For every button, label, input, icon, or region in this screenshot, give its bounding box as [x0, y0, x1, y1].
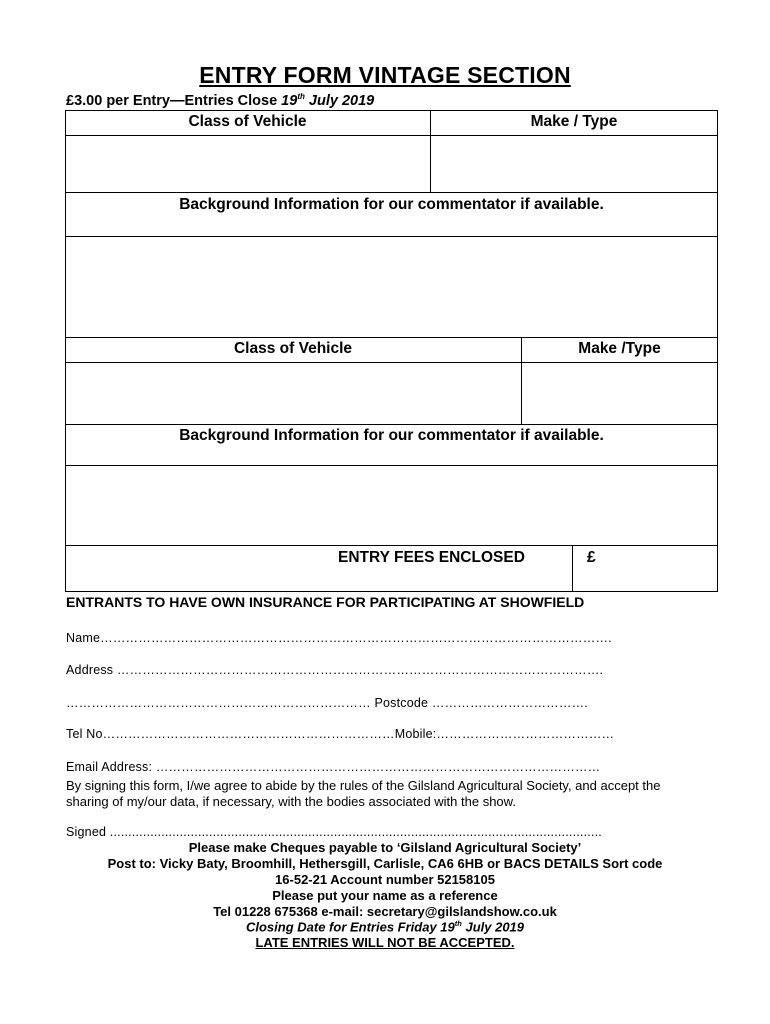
cheque-instructions: Please make Cheques payable to ‘Gilsland Agricultural Society’ — [188, 840, 582, 855]
entry-fees-label: ENTRY FEES ENCLOSED — [338, 549, 525, 566]
entry-1-background-divider — [65, 236, 718, 237]
closing-date-suffix: th — [454, 919, 462, 928]
entry-2-background-divider — [65, 465, 718, 466]
address-postcode-field[interactable]: ……………………………………………………………… Postcode ………………………………. — [66, 696, 588, 710]
entry-1-make-header: Make / Type — [530, 113, 618, 130]
closing-date — [0, 919, 770, 934]
entry-fees-amount-field[interactable] — [600, 547, 716, 590]
name-field[interactable]: Name…………………………………………………………………………………………………………. — [66, 631, 612, 645]
reference-instruction: Please put your name as a reference — [272, 888, 498, 903]
entry-2-make-header: Make /Type — [578, 340, 661, 357]
entry-1-header-divider — [65, 135, 718, 136]
closing-date-rest: July 2019 — [461, 919, 525, 935]
entry-2-background-top — [65, 424, 718, 425]
late-entries-notice: LATE ENTRIES WILL NOT BE ACCEPTED. — [255, 935, 515, 950]
entry-2-class-header: Class of Vehicle — [233, 340, 353, 357]
fees-column-divider — [572, 545, 573, 592]
close-day-suffix: th — [297, 92, 305, 101]
entry-1-background-field[interactable] — [67, 238, 716, 336]
entry-1-background-header: Background Information for our commentator if available. — [179, 196, 604, 213]
entry-2-background-field[interactable] — [67, 467, 716, 544]
entry-1-class-header: Class of Vehicle — [188, 113, 307, 130]
entry-1-background-top — [65, 192, 718, 193]
fee-text: £3.00 per Entry—Entries Close — [66, 92, 282, 109]
entry-fee-and-close-date — [66, 92, 374, 109]
entry-2-class-field[interactable] — [67, 364, 520, 423]
closing-date-prefix: Closing Date for Entries Friday 19 — [245, 919, 455, 935]
fees-row-divider — [65, 545, 718, 546]
entry-1-class-field[interactable] — [67, 137, 429, 191]
close-day: 19 — [281, 92, 298, 109]
form-title: ENTRY FORM VINTAGE SECTION — [199, 62, 571, 88]
email-field[interactable]: Email Address: …………………………………………………………………………………………… — [66, 760, 601, 774]
signature-field[interactable]: Signed ...................................................................................................................................... — [66, 825, 602, 839]
entry-1-make-field[interactable] — [432, 137, 716, 191]
consent-statement: By signing this form, I/we agree to abide by the rules of the Gilsland Agricultural Society, and accept the sharing of my/our data, if necessary, with the bodies associated with the show. — [66, 778, 661, 809]
telephone-mobile-field[interactable]: Tel No……………………………………………………………Mobile:…………………………………… — [66, 727, 615, 741]
address-field[interactable]: Address ……………………………………………………………………………………………………. — [66, 663, 604, 677]
contact-details: Tel 01228 675368 e-mail: secretary@gilslandshow.co.uk — [213, 904, 557, 919]
bank-account-details: 16-52-21 Account number 52158105 — [275, 872, 495, 887]
pound-sign: £ — [587, 549, 596, 566]
entry-2-background-header: Background Information for our commentator if available. — [179, 427, 604, 444]
entry-2-header-divider — [65, 362, 718, 363]
postal-address: Post to: Vicky Baty, Broomhill, Hethersgill, Carlisle, CA6 6HB or BACS DETAILS Sort code — [107, 856, 663, 871]
close-month-year: July 2019 — [304, 92, 375, 109]
entry-2-make-field[interactable] — [523, 364, 716, 423]
insurance-note: ENTRANTS TO HAVE OWN INSURANCE FOR PARTICIPATING AT SHOWFIELD — [66, 594, 585, 610]
